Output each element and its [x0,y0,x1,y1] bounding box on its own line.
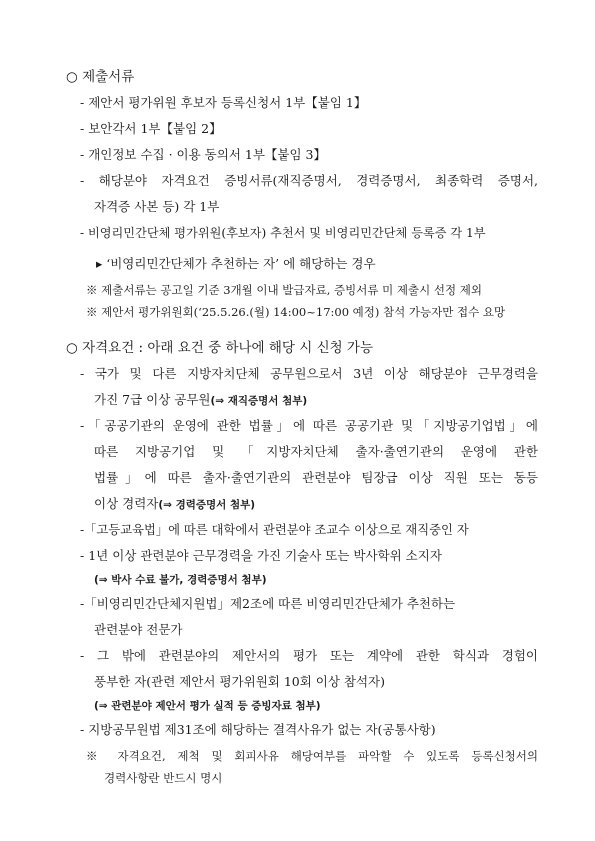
qual-line-public-institution-cont3: 이상 경력자(⇒ 경력증명서 첨부) [94,496,256,511]
doc-item-qualification-proof-cont: 자격증 사본 등) 각 1부 [94,199,220,214]
qual-line-npo-expert: -「비영리민간단체지원법」제2조에 따른 비영리민간단체가 추천하는 [80,596,456,611]
note-career-description-cont: 경력사항란 반드시 명시 [104,771,223,785]
doc-item-privacy-consent: - 개인정보 수집 · 이용 동의서 1부【붙임 3】 [80,147,326,162]
qual-line-engineer-doctor: - 1년 이상 관련분야 근무경력을 가진 기술사 또는 박사학위 소지자 [80,548,442,563]
qual-line-experience-cont: 풍부한 자(관련 제안서 평가위원회 10회 이상 참석자) [94,674,386,689]
qual-line-public-official-cont: 가진 7급 이상 공무원(⇒ 재직증명서 첨부) [94,392,308,407]
doc-item-npo-recommendation: - 비영리민간단체 평가위원(후보자) 추천서 및 비영리민간단체 등록증 각 1부 [80,226,486,240]
section-heading-documents: ○ 제출서류 [66,69,135,85]
qual-line-experience: - 그 밖에 관련분야의 제안서의 평가 또는 계약에 관한 학식과 경험이 [80,648,538,663]
doc-item-qualification-proof: - 해당분야 자격요건 증빙서류(재직증명서, 경력증명서, 최종학력 증명서, [80,173,538,188]
attach-note-employment-cert: (⇒ 재직증명서 첨부) [210,395,308,407]
note-career-description: ※ 자격요건, 제척 및 회피사유 해당여부를 파악할 수 있도록 등록신청서의 [86,749,538,763]
qual-line-public-institution-cont2: 법률」에 따른 출자·출연기관의 관련분야 팀장급 이상 직원 또는 동등 [94,470,538,485]
section-heading-qualifications: ○ 자격요건 : 아래 요건 중 하나에 해당 시 신청 가능 [66,340,374,356]
doc-item-npo-condition: ▸ ‘비영리민간단체가 추천하는 자’ 에 해당하는 경우 [96,256,376,271]
qual-line-public-institution-cont1: 따른 지방공기업 및 「지방자치단체 출자·출연기관의 운영에 관한 [94,444,538,459]
doc-item-application: - 제안서 평가위원 후보자 등록신청서 1부【붙임 1】 [80,95,367,110]
doc-item-security-pledge: - 보안각서 1부【붙임 2】 [80,121,222,136]
qual-line-disqualification: - 지방공무원법 제31조에 해당하는 결격사유가 없는 자(공통사항) [80,722,436,737]
attach-note-doctorate: (⇒ 박사 수료 불가, 경력증명서 첨부) [94,574,267,586]
note-committee-attendance: ※ 제안서 평가위원회(‘25.5.26.(월) 14:00~17:00 예정) 참석 가능자만 접수 요망 [86,305,506,319]
qual-line-university: -「고등교육법」에 따른 대학에서 관련분야 조교수 이상으로 재직중인 자 [80,523,469,537]
attach-note-career-cert: (⇒ 경력증명서 첨부) [158,499,256,511]
qual-line-public-institution: -「공공기관의 운영에 관한 법률」에 따른 공공기관 및「지방공기업법」에 [80,418,538,433]
attach-note-evaluation-record: (⇒ 관련분야 제안서 평가 실적 등 증빙자료 첨부) [94,700,321,712]
qual-line-npo-expert-cont: 관련분야 전문가 [94,622,183,637]
note-issue-date: ※ 제출서류는 공고일 기준 3개월 이내 발급자료, 증빙서류 미 제출시 선정 제외 [86,283,482,297]
qual-line-public-official: - 국가 및 다른 지방자치단체 공무원으로서 3년 이상 해당분야 근무경력을 [80,366,538,381]
